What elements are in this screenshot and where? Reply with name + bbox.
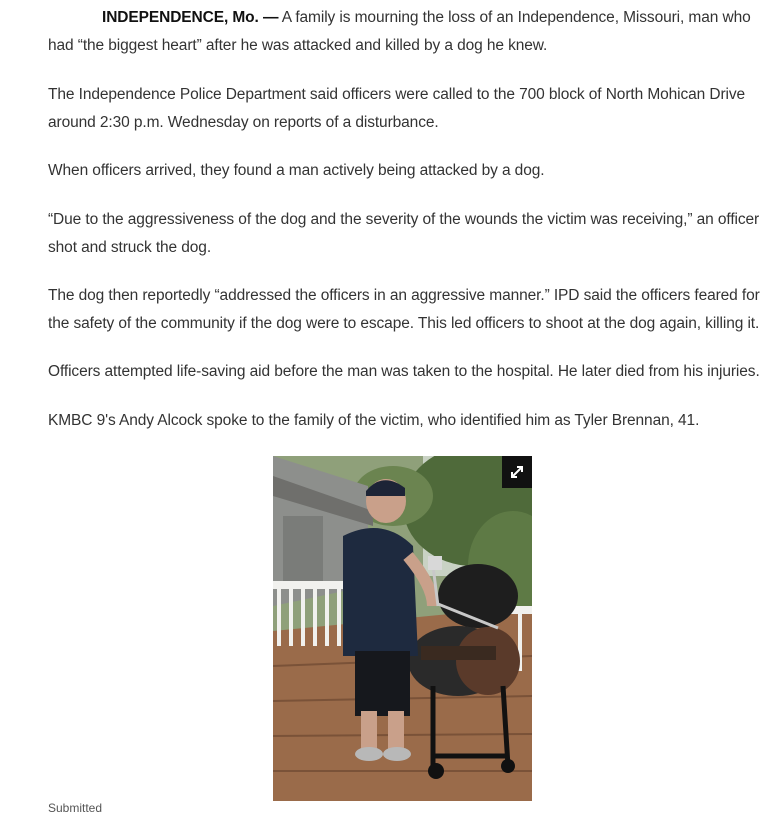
expand-arrows-icon (509, 464, 525, 480)
photo-illustration (273, 456, 532, 801)
photo-caption: Submitted (48, 801, 103, 815)
article-paragraph: The Independence Police Department said officers were called to the 700 block of North Mohican Drive around 2:30 p.m. Wednesday on reports of a disturbance. (48, 86, 746, 131)
article-paragraph: The dog then reportedly “addressed the officers in an aggressive manner.” IPD said the officers feared for the safety of the community if the dog were to escape. This led officers to shoot at the dog again, killing it. (48, 287, 760, 332)
article-paragraph: Officers attempted life-saving aid before the man was taken to the hospital. He later died from his injuries. (48, 363, 760, 380)
dateline: INDEPENDENCE, Mo. — (102, 9, 279, 26)
expand-photo-button[interactable] (502, 456, 532, 488)
article-paragraph-lead (48, 4, 760, 60)
article-photo[interactable] (273, 456, 532, 801)
article-paragraph: “Due to the aggressiveness of the dog and the severity of the wounds the victim was receiving,” an officer shot and struck the dog. (48, 211, 760, 256)
paragraph-text: A family is mourning the loss of an Independence, Missouri, man who had “the biggest heart” after he was attacked and killed by a dog he knew. (48, 9, 751, 54)
article-paragraph: KMBC 9's Andy Alcock spoke to the family of the victim, who identified him as Tyler Brennan, 41. (48, 412, 700, 429)
article-paragraph: When officers arrived, they found a man actively being attacked by a dog. (48, 162, 545, 179)
